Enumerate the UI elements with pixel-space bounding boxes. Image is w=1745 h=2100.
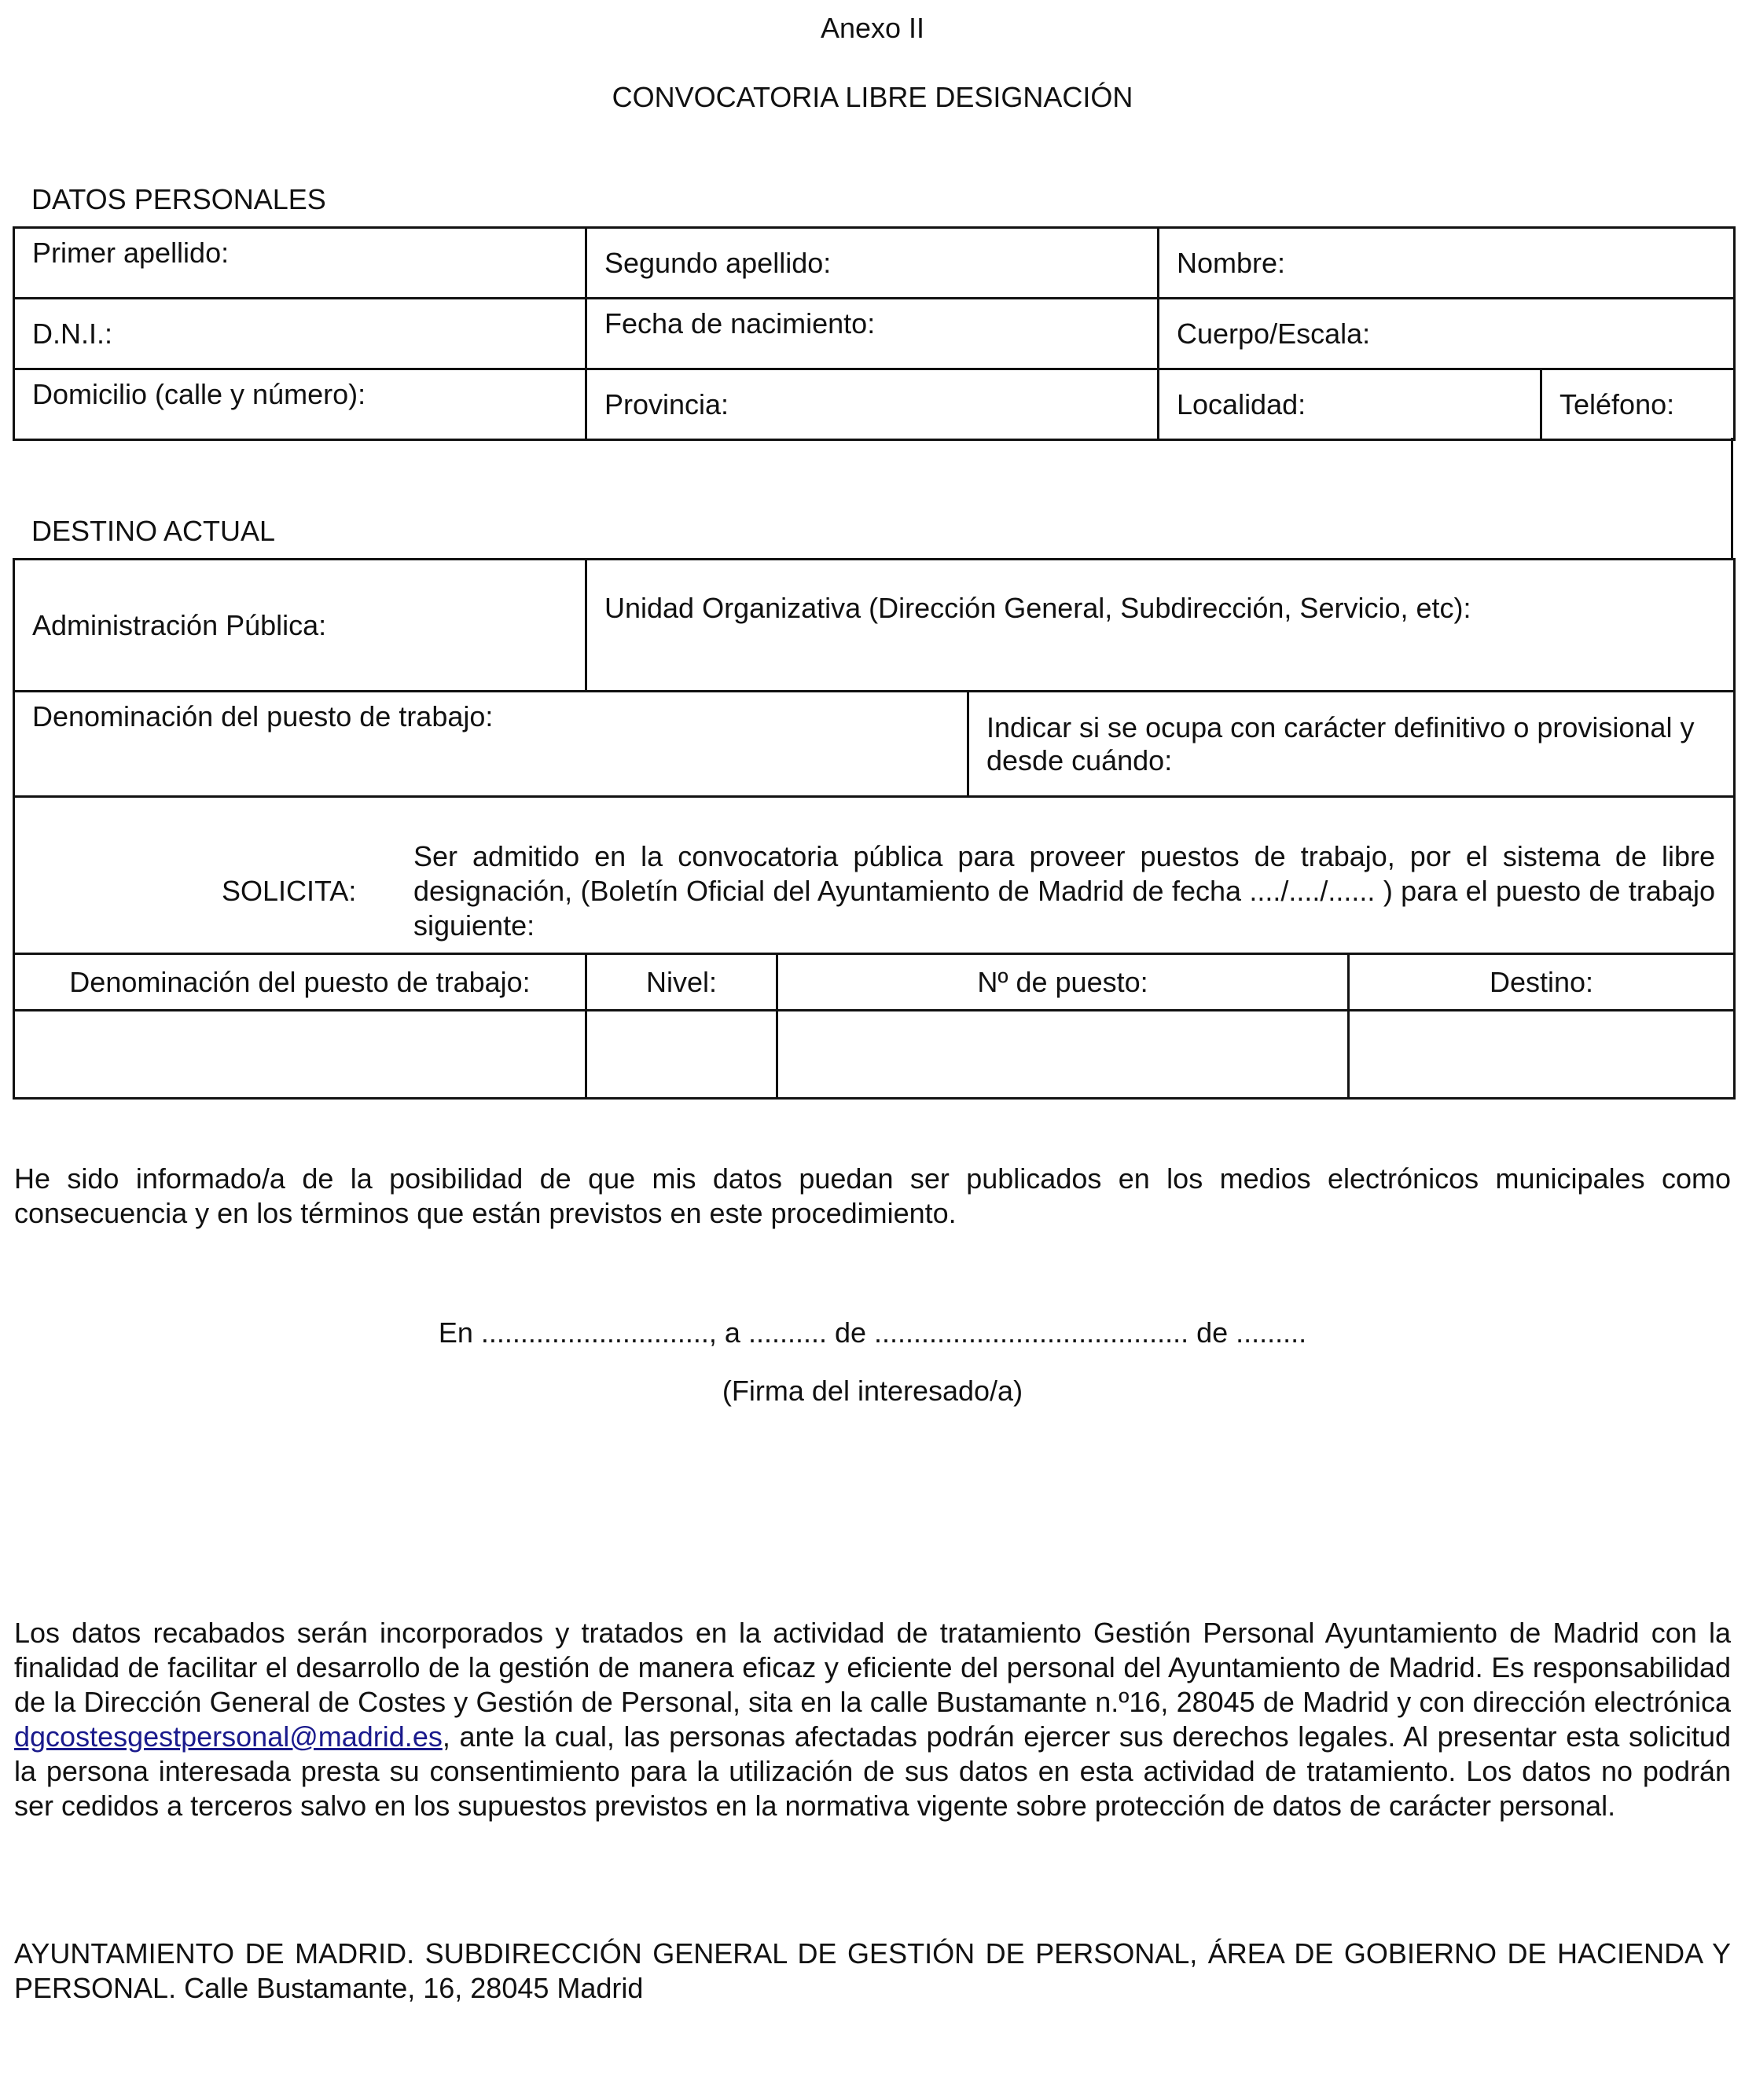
name-label: Nombre:	[1177, 246, 1286, 279]
request-label: SOLICITA:	[222, 875, 357, 907]
privacy-text-1: Los datos recabados serán incorporados y tratados en la actividad de tratamiento Gestión Personal Ayuntamiento de Madrid con la finalidad de facilitar el desarrollo de la gestión de manera eficaz y eficiente del personal del Ayuntamiento de Madrid. Es responsabilidad de la Dirección General de Costes y Gestión de Personal, sita en la calle Bustamante n.º16, 28045 de Madrid y con dirección electrónica	[14, 1617, 1731, 1718]
first-surname-label: Primer apellido:	[32, 237, 230, 269]
locality-field[interactable]	[1159, 369, 1541, 440]
informed-paragraph: He sido informado/a de la posibilidad de que mis datos puedan ser publicados en los medios electrónicos municipales como consecuencia y en los términos que están previstos en este procedimiento.	[14, 1162, 1731, 1229]
status-label: Indicar si se ocupa con carácter definitivo o provisional y desde cuándo:	[986, 710, 1695, 776]
post-number-input-cell[interactable]	[777, 1011, 1349, 1099]
col-post-number	[777, 954, 1349, 1011]
address-field[interactable]	[14, 369, 586, 440]
post-name-input-cell[interactable]	[14, 1011, 586, 1099]
second-surname-field[interactable]	[586, 228, 1159, 299]
document-title: CONVOCATORIA LIBRE DESIGNACIÓN	[612, 81, 1133, 113]
birth-date-label: Fecha de nacimiento:	[604, 307, 876, 340]
administration-field[interactable]	[14, 560, 586, 692]
status-field[interactable]	[968, 692, 1735, 797]
privacy-email-link[interactable]: dgcostesgestpersonal@madrid.es	[14, 1720, 443, 1753]
col-level-label: Nivel:	[645, 965, 718, 998]
col-post-name-label: Denominación del puesto de trabajo:	[69, 965, 531, 998]
signature-place-date: En ............................., a .......... de ........................................ de .........	[438, 1316, 1307, 1349]
corps-label: Cuerpo/Escala:	[1177, 317, 1371, 350]
address-label: Domicilio (calle y número):	[32, 378, 366, 410]
name-field[interactable]	[1159, 228, 1735, 299]
requested-post-table	[13, 953, 1736, 1100]
footer-address: AYUNTAMIENTO DE MADRID. SUBDIRECCIÓN GENERAL DE GESTIÓN DE PERSONAL, ÁREA DE GOBIERNO DE HACIENDA Y PERSONAL. Calle Bustamante, 16, 28045 Madrid	[14, 1937, 1731, 2004]
administration-label: Administración Pública:	[32, 608, 327, 641]
province-label: Provincia:	[604, 387, 729, 420]
unit-label: Unidad Organizativa (Dirección General, Subdirección, Servicio, etc):	[604, 592, 1471, 624]
section-divider-line	[1731, 438, 1733, 560]
privacy-paragraph	[14, 1616, 1731, 1823]
personal-data-table	[13, 226, 1736, 441]
current-post-table	[13, 558, 1736, 798]
col-post-name	[14, 954, 586, 1011]
locality-label: Localidad:	[1177, 387, 1306, 420]
destination-input-cell[interactable]	[1349, 1011, 1735, 1099]
phone-label: Teléfono:	[1559, 387, 1675, 420]
dni-label: D.N.I.:	[32, 317, 113, 350]
second-surname-label: Segundo apellido:	[604, 246, 832, 279]
col-destination-label: Destino:	[1489, 965, 1594, 998]
col-destination	[1349, 954, 1735, 1011]
post-name-label: Denominación del puesto de trabajo:	[32, 700, 494, 732]
privacy-text-2: , ante la cual, las personas afectadas podrán ejercer sus derechos legales. Al presentar esta solicitud la persona interesada presta su consentimiento para la utilización de sus datos en esta actividad de tratamiento. Los datos no podrán ser cedidos a terceros salvo en los supuestos previstos en la normativa vigente sobre protección de datos de carácter personal.	[14, 1720, 1731, 1822]
corps-field[interactable]	[1159, 299, 1735, 369]
level-input-cell[interactable]	[586, 1011, 777, 1099]
province-field[interactable]	[586, 369, 1159, 440]
unit-field[interactable]	[586, 560, 1735, 692]
col-post-number-label: Nº de puesto:	[977, 965, 1148, 998]
birth-date-field[interactable]	[586, 299, 1159, 369]
phone-field[interactable]	[1541, 369, 1735, 440]
post-name-field[interactable]	[14, 692, 968, 797]
first-surname-field[interactable]	[14, 228, 586, 299]
request-text: Ser admitido en la convocatoria pública para proveer puestos de trabajo, por el sistema de libre designación, (Boletín Oficial del Ayuntamiento de Madrid de fecha ..../..../...... ) para el puesto de trabajo siguiente:	[413, 840, 1715, 942]
current-post-section-title: DESTINO ACTUAL	[31, 515, 276, 547]
signature-label: (Firma del interesado/a)	[722, 1375, 1023, 1407]
col-level	[586, 954, 777, 1011]
dni-field[interactable]	[14, 299, 586, 369]
annex-title: Anexo II	[820, 12, 925, 44]
personal-section-title: DATOS PERSONALES	[31, 183, 326, 215]
